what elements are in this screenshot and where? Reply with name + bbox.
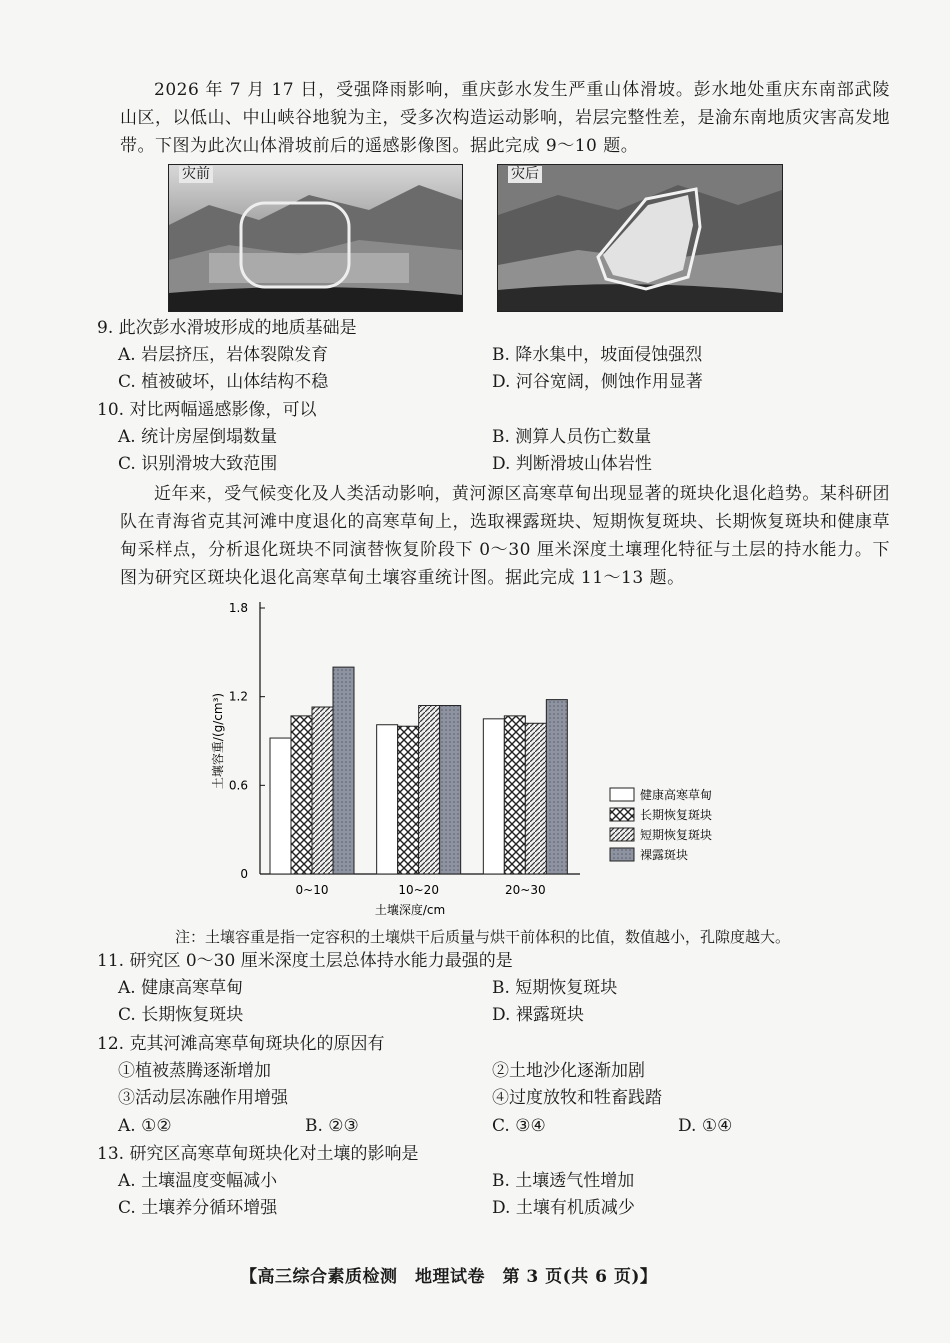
- x-tick-label: 20~30: [505, 883, 546, 897]
- question-12-option-c[interactable]: C. ③④: [492, 1116, 546, 1136]
- question-13-option-a[interactable]: A. 土壤温度变幅减小: [118, 1171, 278, 1191]
- bar-短期恢复斑块-0~10: [312, 707, 333, 874]
- y-tick-label: 0.6: [228, 778, 248, 793]
- legend-swatch: [610, 808, 634, 821]
- legend-swatch: [610, 828, 634, 841]
- legend-swatch: [610, 788, 634, 801]
- passage-landslide: 2026 年 7 月 17 日，受强降雨影响，重庆彭水发生严重山体滑坡。彭水地处重庆东南部武陵山区，以低山、中山峡谷地貌为主，受多次构造运动影响，岩层完整性差，是渝东南地质灾害高发地带。下图为此次山体滑坡前后的遥感影像图。据此完成 9～10 题。: [120, 80, 890, 156]
- y-axis-label: 土壤容重/(g/cm³): [211, 692, 225, 790]
- legend-swatch: [610, 848, 634, 861]
- bar-长期恢复斑块-20~30: [504, 716, 525, 874]
- after-disaster-image: [497, 164, 783, 312]
- after-image-graphic: [498, 165, 782, 311]
- question-12-statement-1: ①植被蒸腾逐渐增加: [118, 1061, 271, 1081]
- y-tick-label: 1.2: [228, 689, 248, 704]
- question-11-stem: 11. 研究区 0～30 厘米深度土层总体持水能力最强的是: [97, 951, 513, 971]
- question-9-option-c[interactable]: C. 植被破坏，山体结构不稳: [118, 372, 329, 392]
- question-13-stem: 13. 研究区高寒草甸斑块化对土壤的影响是: [97, 1144, 419, 1164]
- question-9-stem: 9. 此次彭水滑坡形成的地质基础是: [97, 318, 357, 338]
- question-12-statement-4: ④过度放牧和牲畜践踏: [492, 1088, 662, 1108]
- bar-裸露斑块-0~10: [333, 667, 354, 874]
- question-13-option-d[interactable]: D. 土壤有机质减少: [492, 1198, 635, 1218]
- passage-meadow: 近年来，受气候变化及人类活动影响，黄河源区高寒草甸出现显著的斑块化退化趋势。某科研团队在青海省克其河滩中度退化的高寒草甸上，选取裸露斑块、短期恢复斑块、长期恢复斑块和健康草甸采样点，分析退化斑块不同演替恢复阶段下 0～30 厘米深度土壤理化特征与土层的持水能力。下图为研究区斑块化退化高寒草甸土壤容重统计图。据此完成 11～13 题。: [120, 484, 890, 588]
- bar-短期恢复斑块-20~30: [525, 723, 546, 874]
- bar-健康高寒草甸-0~10: [270, 738, 291, 874]
- x-tick-label: 0~10: [295, 883, 329, 897]
- question-10-option-b[interactable]: B. 测算人员伤亡数量: [492, 427, 652, 447]
- question-10-option-c[interactable]: C. 识别滑坡大致范围: [118, 454, 278, 474]
- question-11-option-c[interactable]: C. 长期恢复斑块: [118, 1005, 244, 1025]
- bar-长期恢复斑块-0~10: [291, 716, 312, 874]
- question-12-option-d[interactable]: D. ①④: [678, 1116, 733, 1136]
- bar-健康高寒草甸-10~20: [377, 725, 398, 874]
- question-13-option-c[interactable]: C. 土壤养分循环增强: [118, 1198, 278, 1218]
- question-11-option-a[interactable]: A. 健康高寒草甸: [118, 978, 244, 998]
- after-label: 灾后: [508, 166, 542, 183]
- question-12-stem: 12. 克其河滩高寒草甸斑块化的原因有: [97, 1034, 385, 1054]
- bar-裸露斑块-10~20: [440, 706, 461, 874]
- bar-裸露斑块-20~30: [546, 700, 567, 874]
- chart-note: 注：土壤容重是指一定容积的土壤烘干后质量与烘干前体积的比值，数值越小，孔隙度越大。: [175, 928, 791, 946]
- question-12-option-a[interactable]: A. ①②: [118, 1116, 172, 1136]
- before-label: 灾前: [179, 166, 213, 183]
- question-12-statement-3: ③活动层冻融作用增强: [118, 1088, 288, 1108]
- before-image-graphic: [169, 165, 462, 311]
- legend-label: 健康高寒草甸: [640, 788, 713, 802]
- question-12-option-b[interactable]: B. ②③: [305, 1116, 359, 1136]
- y-tick-label: 0: [240, 867, 248, 881]
- bar-健康高寒草甸-20~30: [483, 719, 504, 874]
- question-9-option-d[interactable]: D. 河谷宽阔，侧蚀作用显著: [492, 372, 703, 392]
- x-tick-label: 10~20: [398, 883, 439, 897]
- y-tick-label: 1.8: [228, 601, 248, 615]
- legend-label: 裸露斑块: [640, 848, 689, 862]
- bar-长期恢复斑块-10~20: [398, 726, 419, 874]
- question-9-option-a[interactable]: A. 岩层挤压，岩体裂隙发育: [118, 345, 329, 365]
- x-axis-label: 土壤深度/cm: [374, 903, 446, 917]
- question-10-option-d[interactable]: D. 判断滑坡山体岩性: [492, 454, 652, 474]
- question-13-option-b[interactable]: B. 土壤透气性增加: [492, 1171, 635, 1191]
- bar-短期恢复斑块-10~20: [419, 706, 440, 874]
- page-footer: 【高三综合素质检测 地理试卷 第 3 页(共 6 页)】: [240, 1267, 658, 1287]
- question-11-option-d[interactable]: D. 裸露斑块: [492, 1005, 584, 1025]
- before-disaster-image: [168, 164, 463, 312]
- question-10-option-a[interactable]: A. 统计房屋倒塌数量: [118, 427, 278, 447]
- question-9-option-b[interactable]: B. 降水集中，坡面侵蚀强烈: [492, 345, 703, 365]
- soil-bulk-density-chart: [200, 592, 720, 922]
- question-11-option-b[interactable]: B. 短期恢复斑块: [492, 978, 618, 998]
- legend-label: 长期恢复斑块: [640, 808, 713, 822]
- legend-label: 短期恢复斑块: [640, 828, 713, 842]
- question-10-stem: 10. 对比两幅遥感影像，可以: [97, 400, 317, 420]
- question-12-statement-2: ②土地沙化逐渐加剧: [492, 1061, 645, 1081]
